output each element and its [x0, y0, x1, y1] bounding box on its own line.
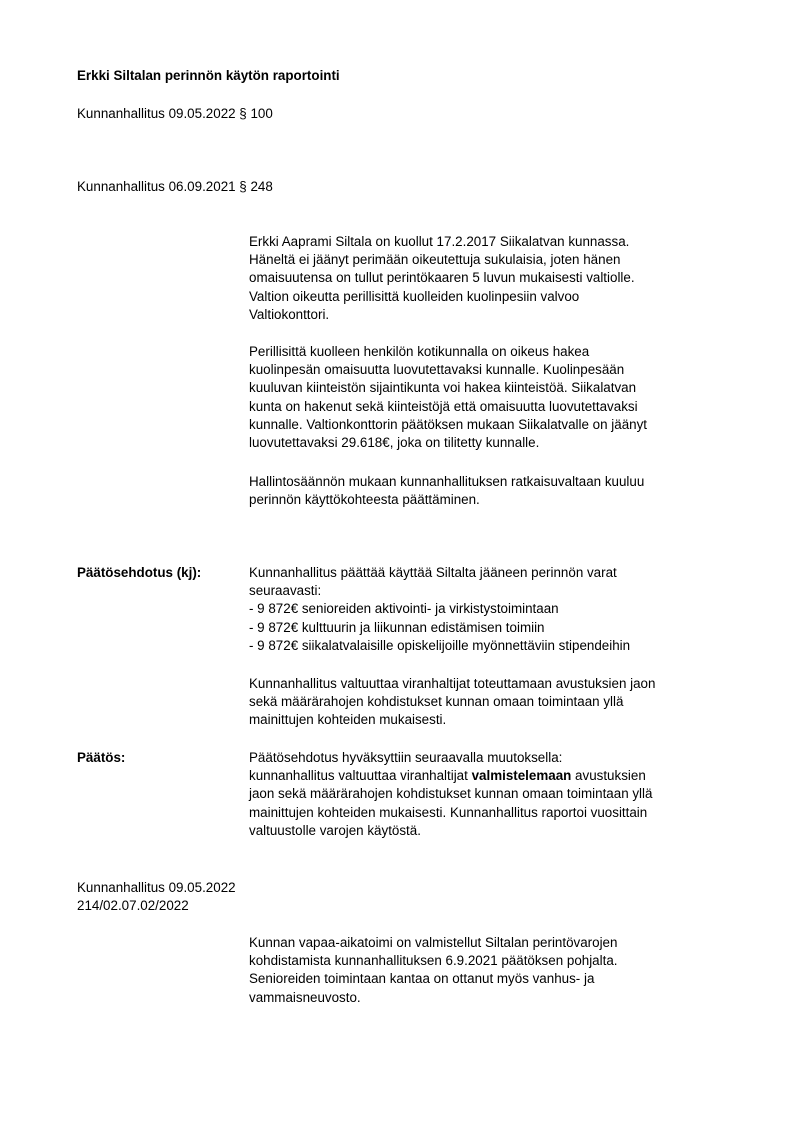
text-line: Kunnan vapaa-aikatoimi on valmistellut Siltalan perintövarojen	[249, 935, 618, 950]
text-line: kohdistamista kunnanhallituksen 6.9.2021 päätöksen pohjalta.	[249, 953, 618, 969]
text-line: - 9 872€ siikalatvalaisille opiskelijoille myönnettäviin stipendeihin	[249, 637, 631, 653]
text-line: perinnön käyttökohteesta päättäminen.	[249, 492, 480, 508]
text-line: Hallintosäännön mukaan kunnanhallituksen ratkaisuvaltaan kuuluu	[249, 474, 645, 489]
text-line: mainittujen kohteiden mukaisesti. Kunnanhallitus raportoi vuosittain	[249, 804, 648, 820]
text-line-with-emphasis	[249, 767, 759, 785]
document-title: Erkki Siltalan perinnön käytön raportointi	[77, 68, 340, 83]
text-line: 214/02.07.02/2022	[77, 898, 189, 914]
text-line: kunta on hakenut sekä kiinteistöjä että omaisuutta luovutettavaksi	[249, 398, 638, 414]
text-line: - 9 872€ kulttuurin ja liikunnan edistämisen toimiin	[249, 619, 545, 635]
text-line: mainittujen kohteiden mukaisesti.	[249, 712, 447, 728]
emphasized-word: valmistelemaan	[471, 768, 572, 784]
text-line: Häneltä ei jäänyt perimään oikeutettuja sukulaisia, joten hänen	[249, 252, 621, 268]
text-line: Kunnanhallitus päättää käyttää Siltalta jääneen perinnön varat	[249, 565, 617, 580]
text-line: Kunnanhallitus valtuuttaa viranhaltijat toteuttamaan avustuksien jaon	[249, 676, 656, 691]
text-line: vammaisneuvosto.	[249, 989, 361, 1005]
proposal-label: Päätösehdotus (kj):	[77, 565, 202, 580]
background-paragraph-3	[249, 473, 759, 509]
preparation-paragraph	[249, 934, 759, 1007]
text-line: kunnalle. Valtionkonttorin päätöksen mukaan Siikalatvalle on jäänyt	[249, 416, 647, 432]
text-line: kuuluvan kiinteistön sijaintikunta voi hakea kiinteistöä. Siikalatvan	[249, 380, 637, 396]
decision-text	[249, 749, 759, 840]
meeting-header-2022-second	[77, 879, 236, 915]
text-segment: kunnanhallitus valtuuttaa viranhaltijat	[249, 768, 472, 784]
text-line: Senioreiden toimintaan kantaa on ottanut myös vanhus- ja	[249, 971, 595, 987]
background-paragraph-2	[249, 343, 759, 452]
text-line: Valtiokonttori.	[249, 306, 330, 322]
background-paragraph-1	[249, 233, 759, 324]
text-line: - 9 872€ senioreiden aktivointi- ja virkistystoimintaan	[249, 601, 559, 617]
text-line: sekä määrärahojen kohdistukset kunnan omaan toimintaan yllä	[249, 694, 624, 710]
proposal-text	[249, 564, 759, 655]
text-line: Valtion oikeutta perillisittä kuolleiden kuolinpesiin valvoo	[249, 288, 580, 304]
text-line: omaisuutensa on tullut perintökaaren 5 luvun mukaisesti valtiolle.	[249, 270, 635, 286]
text-line: Erkki Aaprami Siltala on kuollut 17.2.2017 Siikalatvan kunnassa.	[249, 234, 630, 249]
proposal-text-2	[249, 675, 759, 730]
text-line: kuolinpesän omaisuutta luovutettavaksi kunnalle. Kuolinpesään	[249, 362, 625, 378]
text-line: Perillisittä kuolleen henkilön kotikunnalla on oikeus hakea	[249, 344, 590, 359]
meeting-header-2022: Kunnanhallitus 09.05.2022 § 100	[77, 106, 273, 121]
text-line: jaon sekä määrärahojen kohdistukset kunnan omaan toimintaan yllä	[249, 786, 653, 802]
text-line: seuraavasti:	[249, 583, 322, 599]
text-segment: avustuksien	[571, 768, 646, 784]
text-line: Päätösehdotus hyväksyttiin seuraavalla muutoksella:	[249, 750, 563, 765]
text-line: luovutettavaksi 29.618€, joka on tilitetty kunnalle.	[249, 434, 540, 450]
text-line: valtuustolle varojen käytöstä.	[249, 822, 421, 838]
decision-label: Päätös:	[77, 750, 126, 765]
text-line: Kunnanhallitus 09.05.2022	[77, 880, 236, 895]
meeting-header-2021: Kunnanhallitus 06.09.2021 § 248	[77, 179, 273, 194]
